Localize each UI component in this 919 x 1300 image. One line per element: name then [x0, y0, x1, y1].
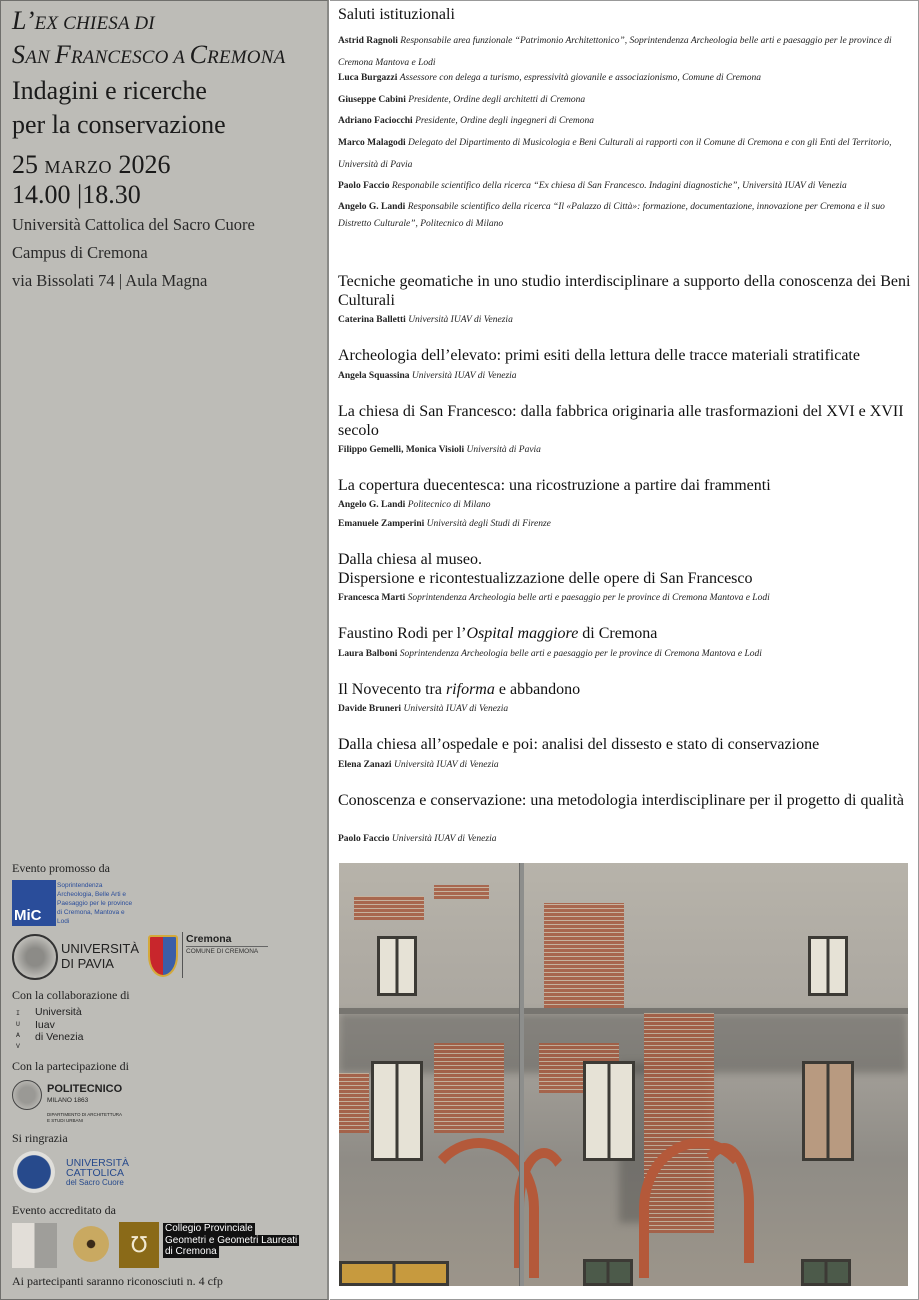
politecnico-sub: MILANO 1863 [47, 1097, 89, 1104]
accredited-label: Evento accreditato da [12, 1203, 116, 1217]
cremona-logo-name: Cremona [186, 933, 232, 945]
cattolica-logo-text [66, 1158, 129, 1188]
saluti-name: Luca Burgazzi [338, 73, 398, 83]
talk-title: Archeologia dell’elevato: primi esiti della lettura delle tracce materiali stratificate [338, 347, 860, 364]
iuav-letters-icon [14, 1008, 22, 1052]
title-rest: EX CHIESA DI [34, 13, 155, 34]
saluti-item [338, 132, 913, 176]
speaker-name: Francesca Marti [338, 593, 406, 603]
talk-title: La copertura duecentesca: una ricostruzione a partire dai frammenti [338, 477, 771, 494]
collegio-logo-text [163, 1223, 299, 1258]
iuav-letter: I [16, 1010, 20, 1017]
venue-line: Università Cattolica del Sacro Cuore [12, 215, 255, 234]
saluti-item [338, 67, 913, 89]
speaker-name: Emanuele Zamperini [338, 519, 425, 529]
event-title-line2 [12, 40, 285, 73]
mic-logo-text: MiC [14, 907, 42, 924]
speaker-name: Caterina Balletti [338, 315, 406, 325]
politecnico-seal-icon [12, 1080, 42, 1110]
date-month: MARZO [44, 157, 113, 177]
collegio-line: Collegio Provinciale [165, 1223, 253, 1234]
saluti-role: Assessore con delega a turismo, espressività giovanile e associazionismo, Comune di Cremona [399, 73, 761, 83]
mic-logo-caption: Soprintendenza Archeologia, Belle Arti e Paesaggio per le province di Cremona, Mantova e Lodi [57, 882, 133, 925]
subtitle-line: per la conservazione [12, 110, 226, 139]
saluti-name: Giuseppe Cabini [338, 95, 406, 105]
pavia-line: DI PAVIA [61, 956, 114, 971]
title-rest: AN [25, 47, 55, 68]
saluti-role: Responabile scientifico della ricerca “Ex chiesa di San Francesco. Indagini diagnostiche”, Università IUAV di Venezia [391, 181, 847, 191]
speaker-name: Angelo G. Landi [338, 500, 406, 510]
talk-title: Conoscenza e conservazione: una metodologia interdisciplinare per il progetto di qualità [338, 792, 905, 809]
event-subtitle [12, 74, 226, 142]
saluti-role: Responsabile scientifico della ricerca “Il «Palazzo di Città»: formazione, documentazione, innovazione per Cremona e il suo Distretto Culturale”, Politecnico di Milano [338, 202, 885, 229]
talk-title-line: Dalla chiesa al museo. [338, 551, 482, 568]
iuav-letter: V [16, 1043, 20, 1050]
speaker-affiliation: Università IUAV di Venezia [403, 704, 509, 714]
talk-speaker [338, 519, 551, 529]
collegio-line: di Cremona [165, 1246, 217, 1257]
title-cap: S [12, 40, 26, 69]
talk-speaker [338, 704, 508, 714]
speaker-name: Laura Balboni [338, 649, 398, 659]
talk-speaker [338, 315, 513, 325]
cfp-note: Ai partecipanti saranno riconosciuti n. 4 cfp [12, 1274, 223, 1288]
church-facade-photo [339, 863, 908, 1286]
mic-logo-icon [12, 880, 56, 926]
title-cap: C [189, 40, 208, 69]
talk-title-italic: Ospital maggiore [466, 625, 579, 642]
saluti-name: Angelo G. Landi [338, 202, 406, 212]
cattolica-line: UNIVERSITÀ [66, 1157, 130, 1169]
brick-arch [694, 1143, 754, 1263]
speaker-affiliation: Università IUAV di Venezia [391, 834, 497, 844]
speaker-affiliation: Soprintendenza Archeologia belle arti e paesaggio per le province di Cremona Mantova e Lodi [407, 593, 770, 603]
dept-line: E STUDI URBANI [47, 1118, 84, 1123]
accreditor-logo-1-icon [12, 1223, 57, 1268]
promoted-label: Evento promosso da [12, 861, 110, 875]
dept-line: DIPARTIMENTO DI ARCHITETTURA [47, 1112, 123, 1117]
speaker-affiliation: Università IUAV di Venezia [393, 760, 499, 770]
speaker-affiliation: Università di Pavia [466, 445, 541, 455]
speaker-affiliation: Politecnico di Milano [407, 500, 491, 510]
iuav-logo-text [35, 1006, 83, 1044]
saluti-name: Astrid Ragnoli [338, 36, 398, 46]
speaker-name: Angela Squassina [338, 371, 410, 381]
speaker-affiliation: Università IUAV di Venezia [411, 371, 517, 381]
venue-line: via Bissolati 74 | Aula Magna [12, 271, 208, 290]
divider [182, 932, 183, 978]
talk-speaker [338, 760, 499, 770]
speaker-name: Davide Bruneri [338, 704, 402, 714]
saluti-item [338, 197, 913, 233]
saluti-name: Adriano Faciocchi [338, 116, 413, 126]
event-time: 14.00 |18.30 [12, 180, 141, 209]
iuav-letter: A [16, 1032, 20, 1039]
saluti-item [338, 175, 913, 197]
cattolica-seal-icon [13, 1151, 55, 1193]
cremona-logo-sub: COMUNE DI CREMONA [186, 946, 268, 955]
talk-title-part: e abbandono [494, 681, 581, 698]
ground-window [801, 1259, 851, 1286]
window [377, 936, 417, 996]
exposed-brick [434, 1043, 504, 1133]
iuav-line: di Venezia [35, 1031, 84, 1043]
pavia-seal-icon [12, 934, 58, 980]
saluti-item [338, 110, 913, 132]
title-rest: REMONA [207, 47, 286, 68]
subtitle-line: Indagini e ricerche [12, 76, 207, 105]
thanks-label: Si ringrazia [12, 1131, 68, 1145]
saluti-role: Presidente, Ordine degli architetti di Cremona [408, 95, 586, 105]
title-cap: F [54, 40, 71, 69]
exposed-brick [434, 885, 489, 899]
speaker-affiliation: Università IUAV di Venezia [408, 315, 513, 325]
speaker-name: Elena Zanazi [338, 760, 392, 770]
speaker-name: Filippo Gemelli, Monica Visioli [338, 445, 465, 455]
ground-window [339, 1261, 449, 1286]
politecnico-dept [47, 1112, 122, 1124]
iuav-line: Iuav [35, 1018, 55, 1031]
collab-label: Con la collaborazione di [12, 988, 130, 1002]
drainpipe [519, 863, 524, 1286]
cremona-crest-icon [148, 935, 178, 977]
participation-label: Con la partecipazione di [12, 1059, 129, 1073]
talk-title [338, 625, 913, 644]
talk-speaker [338, 500, 491, 510]
talk-speaker [338, 593, 770, 603]
speaker-name: Paolo Faccio [338, 834, 390, 844]
talk-title: La chiesa di San Francesco: dalla fabbrica originaria alle trasformazioni del XVI e XVII secolo [338, 403, 904, 439]
iuav-line: Università [35, 1006, 82, 1018]
saluti-name: Paolo Faccio [338, 181, 390, 191]
saluti-role: Presidente, Ordine degli ingegneri di Cremona [415, 116, 594, 126]
talk-title-part: di Cremona [578, 625, 658, 642]
event-title-line1 [12, 6, 155, 39]
window [371, 1061, 423, 1161]
talk-speaker [338, 445, 541, 455]
talk-title [338, 551, 913, 588]
ground-window [583, 1259, 633, 1286]
saluti-role: Responsabile area funzionale “Patrimonio Architettonico”, Soprintendenza Archeologia belle arti e paesaggio per le province di Cremona Mantova e Lodi [338, 36, 892, 68]
talk-title [338, 681, 913, 700]
talk-speaker [338, 371, 517, 381]
pavia-logo-text [61, 941, 139, 971]
saluti-role: Delegato del Dipartimento di Musicologia e Beni Culturali ai rapporti con il Comune di Cremona e con gli Enti del Territorio, Università di Pavia [338, 138, 892, 170]
cattolica-line: CATTOLICA [66, 1167, 124, 1179]
collegio-line: Geometri e Geometri Laureati [165, 1234, 298, 1246]
venue-line: Campus di Cremona [12, 243, 148, 262]
saluti-name: Marco Malagodi [338, 138, 406, 148]
speaker-affiliation: Università degli Studi di Firenze [426, 519, 551, 529]
talk-speaker [338, 834, 496, 844]
event-date [12, 150, 171, 182]
exposed-brick [339, 1073, 369, 1133]
politecnico-name: POLITECNICO [47, 1083, 123, 1095]
window [808, 936, 848, 996]
saluti-heading: Saluti istituzionali [338, 6, 455, 23]
exposed-brick [544, 903, 624, 1008]
talk-title-part: Il Novecento tra [338, 681, 446, 698]
talk-title-part: Faustino Rodi per l’ [338, 625, 467, 642]
window [583, 1061, 635, 1161]
collegio-logo-icon: ℧ [119, 1222, 159, 1268]
talk-speaker [338, 649, 762, 659]
talk-title: Dalla chiesa all’ospedale e poi: analisi del dissesto e stato di conservazione [338, 736, 820, 753]
bricked-window [802, 1061, 854, 1161]
iuav-letter: U [16, 1021, 20, 1028]
cattolica-line: del Sacro Cuore [66, 1178, 124, 1187]
date-year: 2026 [112, 150, 171, 179]
pavia-line: UNIVERSITÀ [61, 941, 140, 956]
cornice [339, 1008, 908, 1014]
talk-title-line: Dispersione e ricontestualizzazione delle opere di San Francesco [338, 569, 753, 587]
exposed-brick [354, 896, 424, 920]
talk-title: Tecniche geomatiche in uno studio interdisciplinare a supporto della conoscenza dei Beni Culturali [338, 273, 911, 309]
accreditor-seal-icon [73, 1226, 109, 1262]
speaker-affiliation: Soprintendenza Archeologia belle arti e paesaggio per le province di Cremona Mantova e Lodi [399, 649, 762, 659]
title-cap: L’ [12, 6, 35, 35]
date-day: 25 [12, 150, 45, 179]
title-rest: RANCESCO A [70, 47, 190, 68]
talk-title-italic: riforma [445, 681, 495, 698]
saluti-item [338, 89, 913, 111]
